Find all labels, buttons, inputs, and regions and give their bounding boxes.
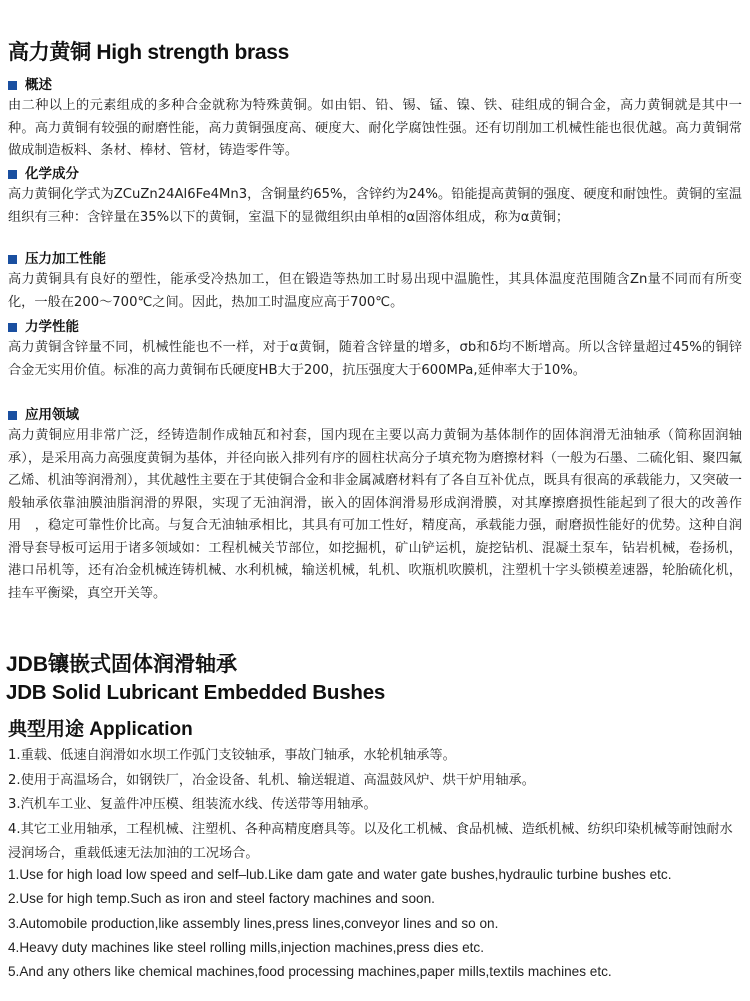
section-heading-label: 压力加工性能: [25, 251, 106, 267]
list-item: 1.Use for high load low speed and self–lub.Like dam gate and water gate bushes,hydraulic turbine bushes etc.: [8, 867, 672, 882]
section-heading: [8, 75, 742, 95]
section-heading: [8, 405, 742, 425]
list-item: 2.使用于高温场合，如钢铁厂，冶金设备、轧机、输送辊道、高温鼓风炉、烘干炉用轴承。: [8, 772, 535, 788]
list-item: 4.其它工业用轴承，工程机械、注塑机、各种高精度磨具等。以及化工机械、食品机械、造纸机械、纺织印染机械等耐蚀耐水浸润场合，重载低速无法加油的工况场合。: [8, 821, 733, 861]
application-list-chinese: [8, 744, 742, 867]
section-heading: [8, 164, 742, 184]
list-item: 5.And any others like chemical machines,food processing machines,paper mills,textils machines etc.: [8, 964, 612, 980]
jdb-title-chinese: JDB镶嵌式固体润滑轴承: [6, 653, 238, 676]
list-item: 3.Automobile production,like assembly lines,press lines,conveyor lines and so on.: [8, 915, 499, 931]
section-body: 高力黄铜含锌量不同，机械性能也不一样，对于α黄铜，随着含锌量的增多，σb和δ均不断增高。所以含锌量超过45%的铜锌合金无实用价值。标准的高力黄铜布氏硬度HB大于200，抗压强度大于600MPa,延伸率大于10%。: [8, 340, 742, 378]
section-body: 高力黄铜具有良好的塑性，能承受冷热加工，但在锻造等热加工时易出现中温脆性，其具体温度范围随含Zn量不同而有所变化，一般在200～700℃之间。因此，热加工时温度应高于700℃。: [8, 272, 742, 310]
section-chemical-composition: [8, 164, 742, 229]
section-pressure-processing: [8, 249, 742, 314]
section-heading-label: 应用领域: [25, 407, 79, 423]
section-heading-label: 化学成分: [25, 166, 79, 182]
square-bullet-icon: [8, 323, 17, 332]
list-item: 3.汽机车工业、复盖件冲压模、组装流水线、传送带等用轴承。: [8, 797, 377, 812]
section-mechanical-properties: [8, 317, 742, 382]
section-overview: [8, 75, 742, 163]
square-bullet-icon: [8, 81, 17, 90]
page-title: 高力黄铜 High strength brass: [8, 41, 289, 64]
section-body: 高力黄铜化学式为ZCuZn24Al6Fe4Mn3，含铜量约65%，含锌约为24%。铅能提高黄铜的强度、硬度和耐蚀性。黄铜的室温组织有三种：含锌量在35%以下的黄铜，室温下的显微组织由单相的α固溶体组成，称为α黄铜；: [8, 187, 742, 225]
square-bullet-icon: [8, 255, 17, 264]
section-body: 高力黄铜应用非常广泛，经铸造制作成轴瓦和衬套，国内现在主要以高力黄铜为基体制作的固体润滑无油轴承（简称固润轴承），是采用高力高强度黄铜为基体，并径向嵌入排列有序的圆柱状高分子填充物为磨擦材料（一般为石墨、二硫化钼、聚四氟乙烯、机油等润滑剂），其优越性主要在于其使铜合金和非金属减磨材料有了各自互补优点，既具有很高的承载能力，又突破一般轴承依靠油膜油脂润滑的界限，实现了无油润滑，嵌入的固体润滑易形成润滑膜，对其摩擦磨损性能起到了很大的改善作用 ，稳定可靠性价比高。与复合无油轴承相比，其具有可加工性好，精度高，承载能力强，耐磨损性能好的优势。这种自润滑导套导板可运用于诸多领域如：工程机械关节部位，如挖掘机，矿山铲运机，旋挖钻机、混凝土泵车，钻岩机械，卷扬机，港口吊机等，还有冶金机械连铸机械、水利机械，输送机械，轧机、吹瓶机吹膜机，注塑机十字头锁模差速器，轮胎硫化机，挂车平衡梁，真空开关等。: [8, 428, 742, 601]
section-heading: [8, 317, 742, 337]
section-body: 由二种以上的元素组成的多种合金就称为特殊黄铜。如由铝、铅、锡、锰、镍、铁、硅组成的铜合金，高力黄铜就是其中一种。高力黄铜有较强的耐磨性能，高力黄铜强度高、硬度大、耐化学腐蚀性强。还有切削加工机械性能也很优越。高力黄铜常做成制造板料、条材、棒材、管材，铸造零件等。: [8, 98, 742, 158]
list-item: 1.重载、低速自润滑如水坝工作弧门支铰轴承，事故门轴承，水轮机轴承等。: [8, 748, 456, 763]
section-applications-field: [8, 405, 742, 605]
square-bullet-icon: [8, 170, 17, 179]
section-heading: [8, 249, 742, 269]
list-item: 4.Heavy duty machines like steel rolling mills,injection machines,press dies etc.: [8, 939, 484, 955]
section-heading-label: 力学性能: [25, 319, 79, 335]
list-item: 2.Use for high temp.Such as iron and steel factory machines and soon.: [8, 891, 435, 907]
jdb-title-english: JDB Solid Lubricant Embedded Bushes: [6, 681, 386, 704]
section-heading-label: 概述: [25, 77, 52, 93]
application-heading: 典型用途 Application: [8, 719, 193, 740]
application-list-english: [8, 863, 742, 984]
square-bullet-icon: [8, 411, 17, 420]
